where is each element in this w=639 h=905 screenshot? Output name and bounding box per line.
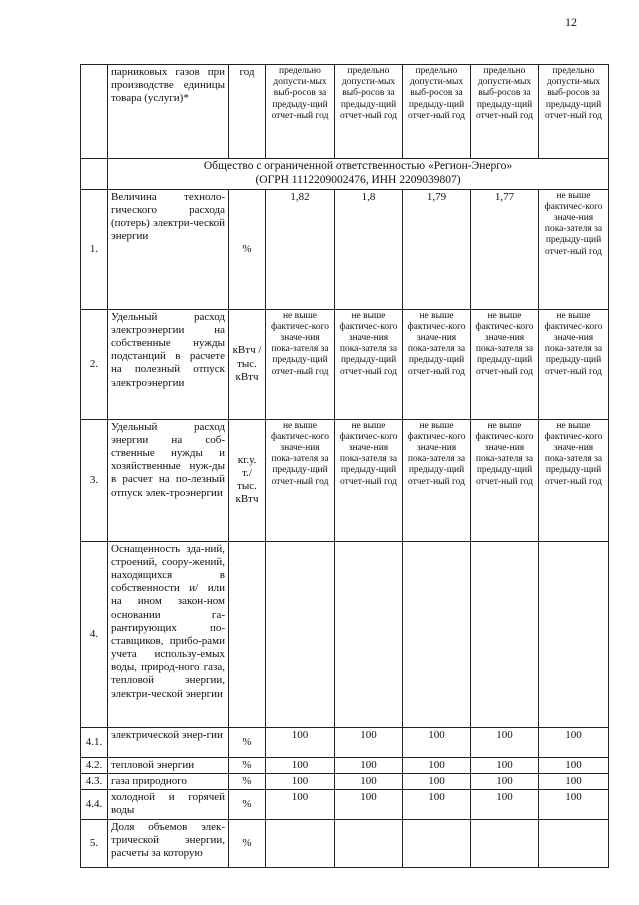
table-cell-num: 4. (81, 541, 108, 727)
table-cell-name: Удельный расход электроэнергии на собственные нужды подстанций в расчете на полезный отпуск электроэнергии (108, 309, 229, 419)
table-cell-value: 100 (335, 757, 403, 773)
indicators-table (80, 64, 609, 868)
table-cell-name: электрической энер-гии (108, 727, 229, 757)
table-cell-value: 100 (266, 757, 335, 773)
table-cell-value: не выше фактичес-кого значе-ния пока-зателя за предыду-щий отчет-ный год (471, 419, 539, 541)
table-cell-value: 100 (471, 757, 539, 773)
table-cell-num: 5. (81, 819, 108, 867)
table-cell-value: предельно допусти-мых выб-росов за предыду-щий отчет-ный год (266, 65, 335, 159)
table-cell-num: 2. (81, 309, 108, 419)
table-cell-num: 4.1. (81, 727, 108, 757)
table-cell-value (471, 541, 539, 727)
table-cell-value: 100 (266, 727, 335, 757)
table-cell-value: 100 (539, 727, 609, 757)
table-cell-value: предельно допусти-мых выб-росов за предыду-щий отчет-ный год (403, 65, 471, 159)
table-cell-unit: % (229, 789, 266, 819)
table-cell-value: 100 (403, 773, 471, 789)
table-cell-name: Оснащенность зда-ний, строений, соору-жений, находящихся в собственности и/ или на ином закон-ном основании га-рантирующих по-ставщиков, прибо-рами учета использу-емых воды, природ-ного газа, тепловой энергии, электри-ческой энергии (108, 541, 229, 727)
table-cell-value: 100 (335, 773, 403, 789)
page-number: 12 (565, 15, 577, 29)
table-cell-value: не выше фактичес-кого значе-ния пока-зателя за предыду-щий отчет-ный год (403, 309, 471, 419)
table-cell-name: парниковых газов при производстве единицы товара (услуги)* (108, 65, 229, 159)
table-cell-value: 100 (471, 789, 539, 819)
organization-registration: (ОГРН 1112209002476, ИНН 2209039807) (255, 173, 461, 186)
table-cell-value: не выше фактичес-кого значе-ния пока-зателя за предыду-щий отчет-ный год (266, 419, 335, 541)
table-cell-value: 1,77 (471, 189, 539, 309)
table-cell-value: не выше фактичес-кого значе-ния пока-зателя за предыду-щий отчет-ный год (539, 189, 609, 309)
table-row (81, 419, 609, 541)
table-cell-num (81, 65, 108, 159)
table-cell-num: 4.3. (81, 773, 108, 789)
table-cell-num (81, 159, 108, 190)
table-cell-name: тепловой энергии (108, 757, 229, 773)
table-cell-value: не выше фактичес-кого значе-ния пока-зателя за предыду-щий отчет-ный год (539, 309, 609, 419)
table-row (81, 727, 609, 757)
table-cell-value: 1,79 (403, 189, 471, 309)
table-cell-num: 4.4. (81, 789, 108, 819)
table-cell-unit (229, 541, 266, 727)
table-cell-value: 100 (539, 773, 609, 789)
table-cell-value: не выше фактичес-кого значе-ния пока-зателя за предыду-щий отчет-ный год (403, 419, 471, 541)
table-cell-value: предельно допусти-мых выб-росов за предыду-щий отчет-ный год (335, 65, 403, 159)
table-cell-num: 3. (81, 419, 108, 541)
table-row (81, 789, 609, 819)
table-cell-value (266, 819, 335, 867)
table-cell-value (266, 541, 335, 727)
table-cell-unit: % (229, 727, 266, 757)
table-cell-name: газа природного (108, 773, 229, 789)
table-cell-value: предельно допусти-мых выб-росов за предыду-щий отчет-ный год (539, 65, 609, 159)
table-row-organization (81, 159, 609, 190)
table-cell-unit: год (229, 65, 266, 159)
table-cell-value (335, 541, 403, 727)
organization-heading (108, 159, 609, 190)
table-cell-name: холодной и горячей воды (108, 789, 229, 819)
table-cell-value: 1,8 (335, 189, 403, 309)
table-cell-value: 100 (335, 727, 403, 757)
table-cell-value: 1,82 (266, 189, 335, 309)
table-cell-value: 100 (335, 789, 403, 819)
table-row (81, 757, 609, 773)
table-cell-name: Доля объемов элек-трической энергии, расчеты за которую (108, 819, 229, 867)
table-cell-value: не выше фактичес-кого значе-ния пока-зателя за предыду-щий отчет-ный год (471, 309, 539, 419)
table-cell-unit: % (229, 819, 266, 867)
table-row (81, 309, 609, 419)
table-cell-unit: % (229, 757, 266, 773)
table-cell-value: 100 (403, 727, 471, 757)
table-cell-value: не выше фактичес-кого значе-ния пока-зателя за предыду-щий отчет-ный год (266, 309, 335, 419)
table-cell-value: не выше фактичес-кого значе-ния пока-зателя за предыду-щий отчет-ный год (335, 419, 403, 541)
table-cell-value: 100 (403, 789, 471, 819)
table-cell-unit: % (229, 773, 266, 789)
table-cell-value: 100 (539, 757, 609, 773)
organization-name: Общество с ограниченной ответственностью «Регион-Энерго» (203, 160, 513, 172)
table-cell-unit: кг.у. т./ тыс. кВтч (229, 419, 266, 541)
table-cell-value (335, 819, 403, 867)
table-cell-value: 100 (471, 773, 539, 789)
table-cell-value (471, 819, 539, 867)
table-cell-value (403, 541, 471, 727)
table-cell-value (403, 819, 471, 867)
table-cell-value: 100 (266, 789, 335, 819)
table-cell-value: 100 (539, 789, 609, 819)
table-cell-value: не выше фактичес-кого значе-ния пока-зателя за предыду-щий отчет-ный год (335, 309, 403, 419)
table-cell-value (539, 541, 609, 727)
table-cell-value (539, 819, 609, 867)
table-cell-value: 100 (266, 773, 335, 789)
table-cell-unit: % (229, 189, 266, 309)
table-cell-num: 4.2. (81, 757, 108, 773)
table-cell-name: Величина техноло-гического расхода (потерь) электри-ческой энергии (108, 189, 229, 309)
table-cell-value: 100 (403, 757, 471, 773)
table-row (81, 773, 609, 789)
table-cell-name: Удельный расход энергии на соб-ственные нужды и хозяйственные нуж-ды в расчет на по-лезный отпуск элек-троэнергии (108, 419, 229, 541)
table-row-header (81, 65, 609, 159)
table-cell-unit: кВтч / тыс. кВтч (229, 309, 266, 419)
table-cell-value: предельно допусти-мых выб-росов за предыду-щий отчет-ный год (471, 65, 539, 159)
table-cell-value: 100 (471, 727, 539, 757)
table-cell-num: 1. (81, 189, 108, 309)
table-row (81, 189, 609, 309)
table-row (81, 819, 609, 867)
table-cell-value: не выше фактичес-кого значе-ния пока-зателя за предыду-щий отчет-ный год (539, 419, 609, 541)
table-row (81, 541, 609, 727)
